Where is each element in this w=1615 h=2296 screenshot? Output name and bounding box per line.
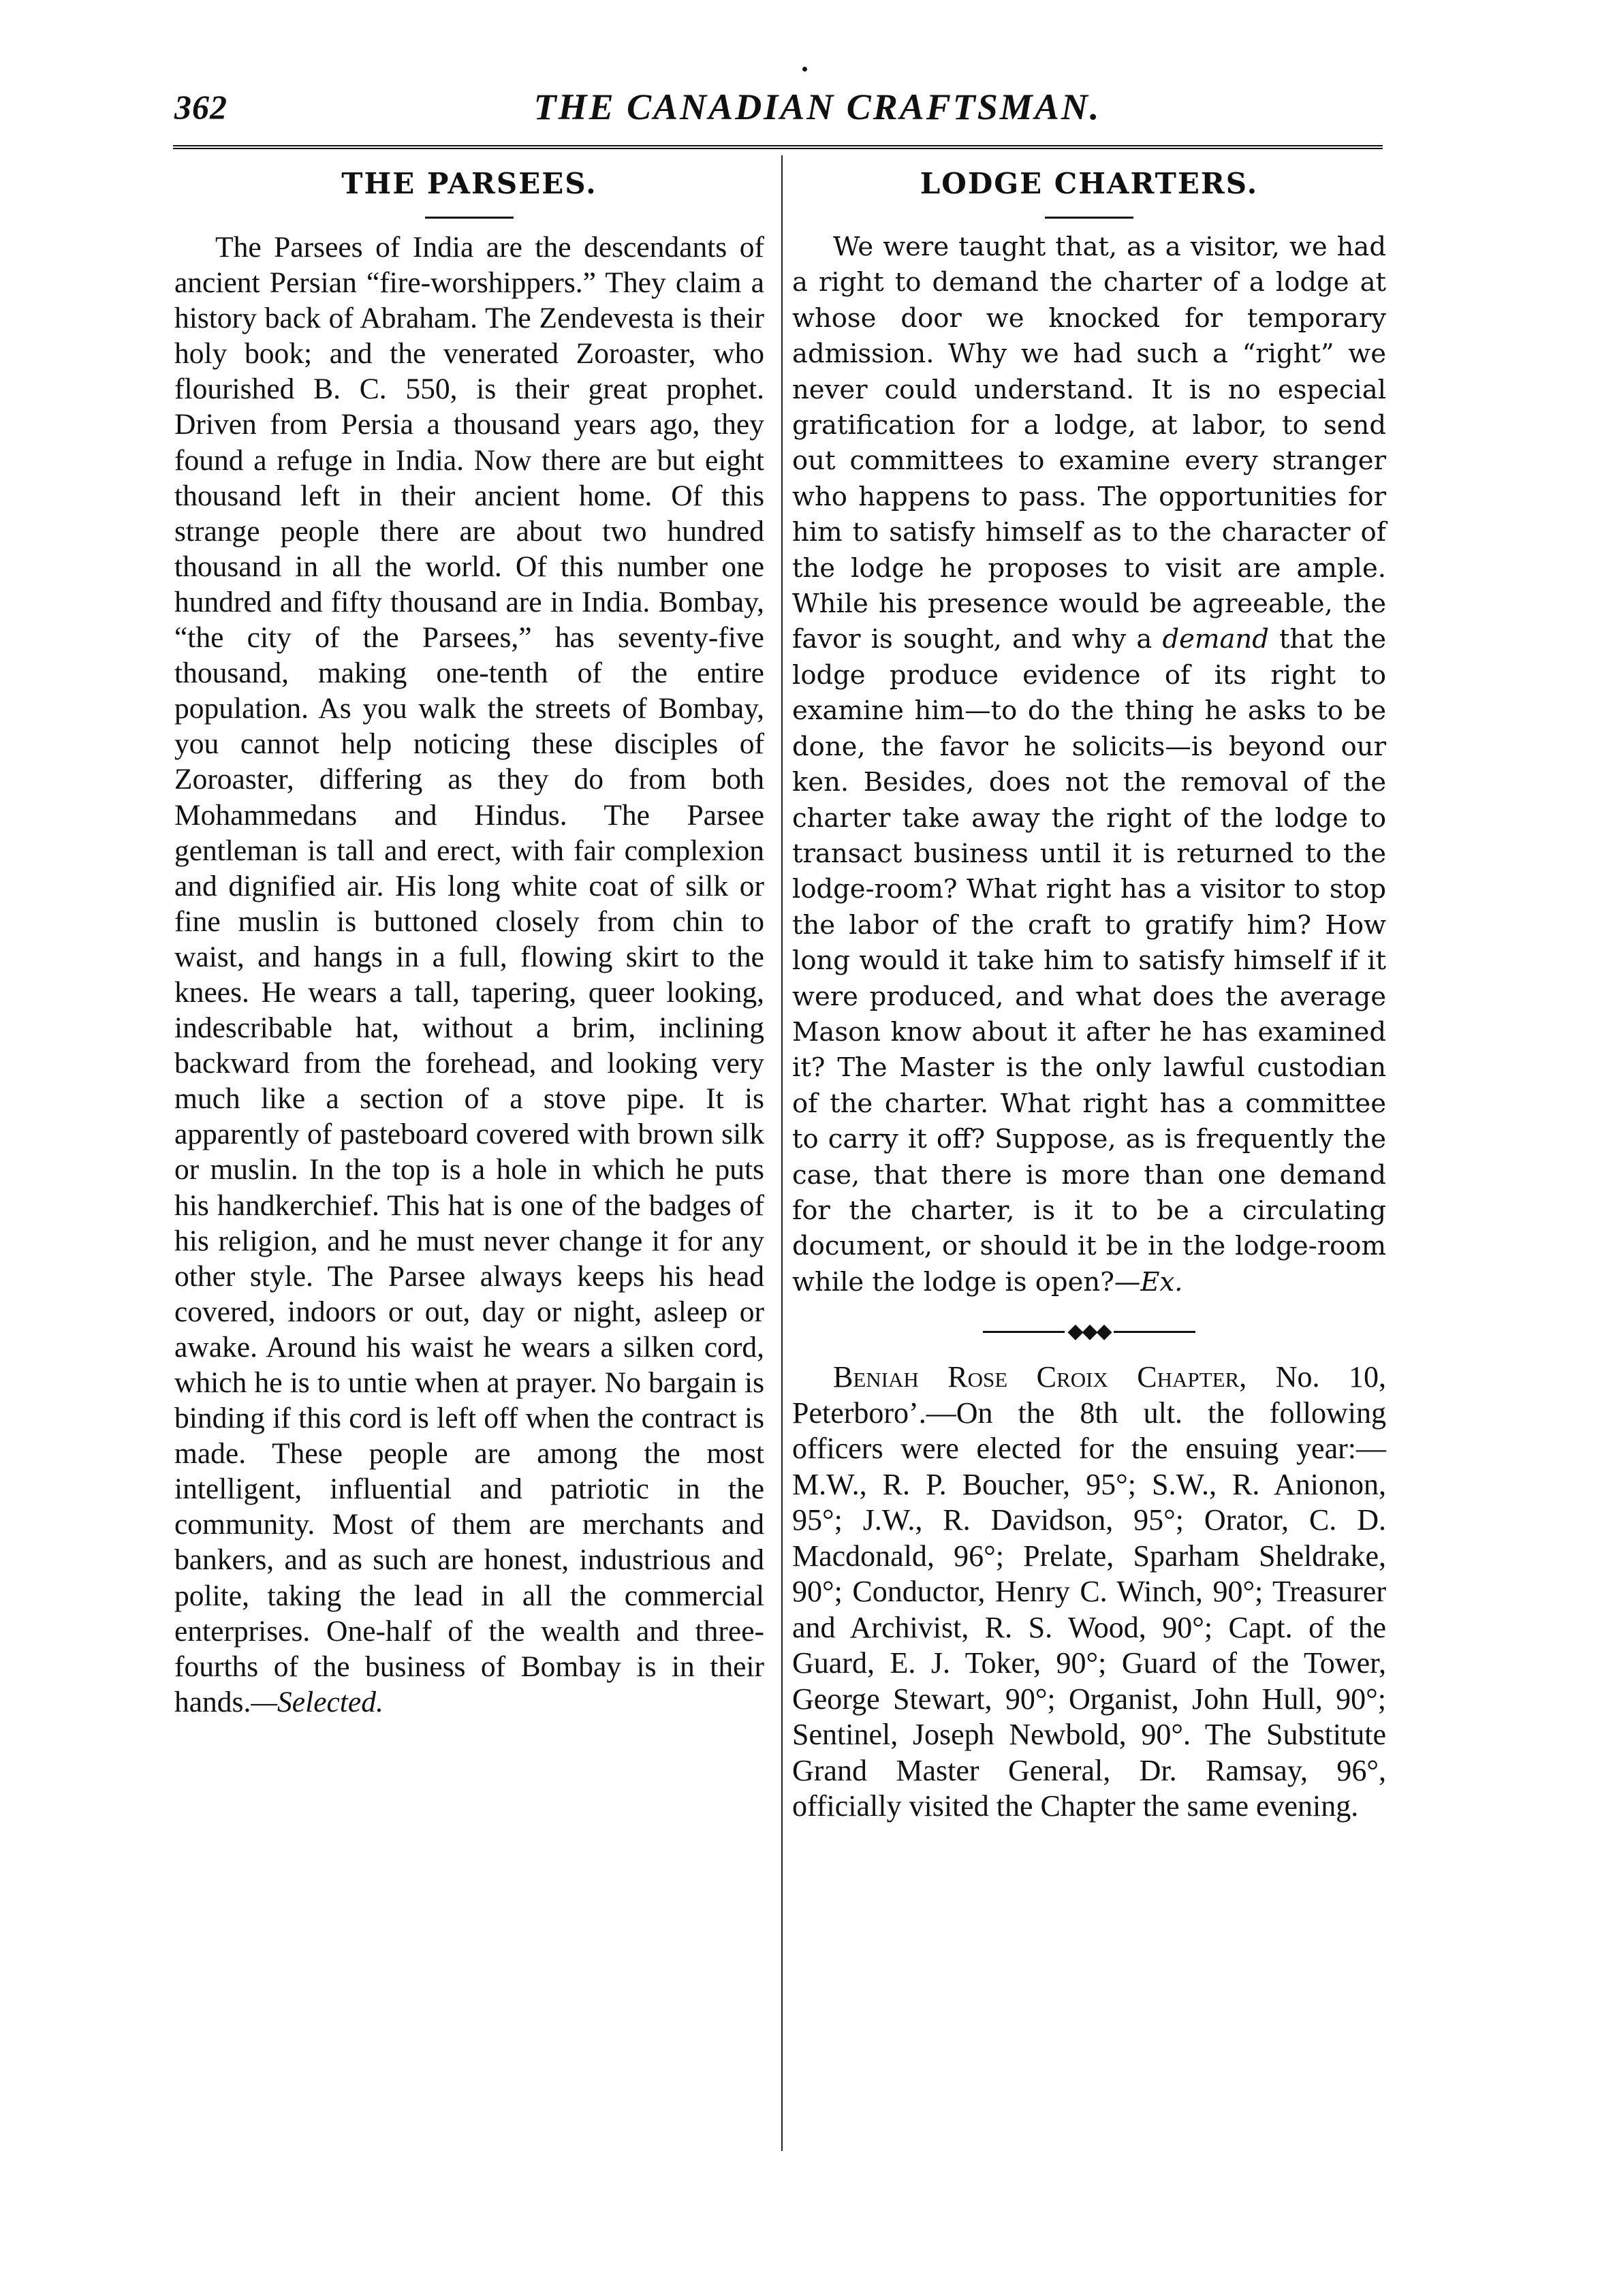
lodge-body-before: We were taught that, as a visitor, we had a right to demand the charter of a lodge at whose door we knocked for temporary admission. Why we had such a “right” we never could understand. It is no especial gratification for a lodge, at labor, to send out committees to examine every stranger who happens to pass. The opportunities for him to satisfy himself as to the character of the lodge he proposes to visit are ample. While his presence would be agreeable, the favor is sought, and why a <box>792 232 1386 655</box>
column-divider <box>781 155 783 2151</box>
header-rule <box>173 145 1383 149</box>
title-rule <box>425 217 514 219</box>
header-dot <box>802 67 807 72</box>
page-number: 362 <box>174 88 228 126</box>
parsees-source: —Selected. <box>251 1685 383 1718</box>
ornament-line-left <box>983 1331 1065 1333</box>
parsees-body-text: The Parsees of India are the descendants of ancient Persian “fire-worshippers.” They claim a history back of Abraham. The Zendevesta is their holy book; and the venerated Zoroaster, who flourished B. C. 550, is their great prophet. Driven from Persia a thousand years ago, they found a refuge in India. Now there are but eight thousand left in their ancient home. Of this strange people there are about two hundred thousand in all the world. Of this number one hundred and fifty thousand are in India. Bombay, “the city of the Parsees,” has seventy-five thousand, making one-tenth of the entire population. As you walk the streets of Bombay, you cannot help noticing these disciples of Zoroaster, differing as they do from both Mohammedans and Hindus. The Parsee gentleman is tall and erect, with fair complexion and dignified air. His long white coat of silk or fine muslin is buttoned closely from chin to waist, and hangs in a full, flowing skirt to the knees. He wears a tall, tapering, queer looking, indescribable hat, without a brim, inclining backward from the forehead, and looking very much like a section of a stove pipe. It is apparently of pasteboard covered with brown silk or muslin. In the top is a hole in which he puts his handkerchief. This hat is one of the badges of his religion, and he must never change it for any other style. The Parsee always keeps his head covered, indoors or out, day or night, asleep or awake. Around his waist he wears a silken cord, which he is to untie when at prayer. No bargain is binding if this cord is left off when the contract is made. These people are among the most intelligent, influential and patriotic in the community. Most of them are merchants and bankers, and as such are honest, industrious and polite, taking the lead in all the commercial enterprises. One-half of the wealth and three-fourths of the business of Bombay is in their hands. <box>174 231 764 1718</box>
lodge-body-emphasis: demand <box>1162 624 1269 655</box>
lodge-body-after: that the lodge produce evidence of its right to examine him—to do the thing he asks to be done, the favor he solicits—is beyond our ken. Besides, does not the removal of the charter take away the right of the lodge to transact business until it is returned to the lodge-room? What right has a visitor to stop the labor of the craft to gratify him? How long would it take him to satisfy himself if it were produced, and what does the average Mason know about it after he has examined it? The Master is the only lawful custodian of the charter. What right has a committee to carry it off? Suppose, as is frequently the case, that there is more than one demand for the charter, is it to be a circulating document, or should it be in the lodge-room while the lodge is open? <box>792 624 1386 1298</box>
chapter-notice-heading: Beniah Rose Croix Chapter, <box>833 1360 1247 1394</box>
left-column <box>174 163 764 1720</box>
article-title-parsees: THE PARSEES. <box>341 167 597 200</box>
chapter-notice <box>792 1359 1386 1825</box>
ornament-line-right <box>1114 1331 1195 1333</box>
lodge-source: —Ex. <box>1114 1266 1183 1298</box>
running-head: THE CANADIAN CRAFTSMAN. <box>533 87 1101 127</box>
article-title-lodge-charters: LODGE CHARTERS. <box>920 167 1259 200</box>
chapter-notice-body: No. 10, Peterboro’.—On the 8th ult. the following officers were elected for the ensuing year:—M.W., R. P. Boucher, 95°; S.W., R. Anionon, 95°; J.W., R. Davidson, 95°; Orator, C. D. Macdonald, 96°; Prelate, Sparham Sheldrake, 90°; Conductor, Henry C. Winch, 90°; Treasurer and Archivist, R. S. Wood, 90°; Capt. of the Guard, E. J. Toker, 90°; Guard of the Tower, George Stewart, 90°; Organist, John Hull, 90°; Sentinel, Joseph Newbold, 90°. The Substitute Grand Master General, Dr. Ramsay, 96°, officially visited the Chapter the same evening. <box>792 1360 1386 1823</box>
article-body-parsees <box>174 230 764 1720</box>
ornament-diamonds: ◆◆◆ <box>1067 1319 1111 1344</box>
right-column <box>792 163 1386 1825</box>
section-ornament <box>792 1321 1386 1342</box>
title-rule <box>1045 217 1133 219</box>
article-body-lodge-charters <box>792 230 1386 1300</box>
